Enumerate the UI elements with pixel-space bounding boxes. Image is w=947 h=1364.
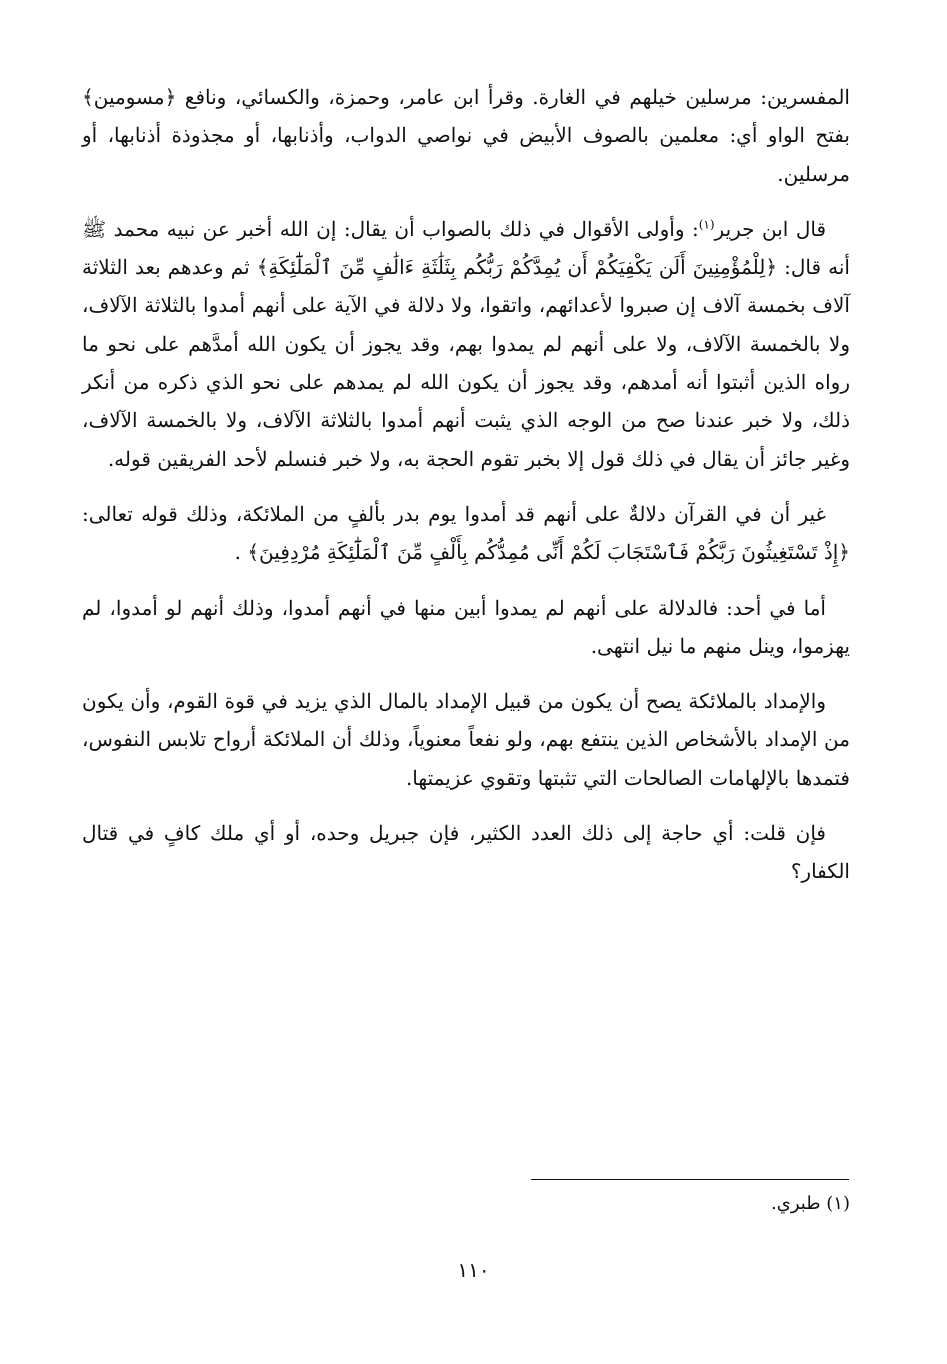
- page-number: ١١٠: [457, 1258, 490, 1282]
- paragraph-3: غير أن في القرآن دلالةٌ على أنهم قد أمدوا يوم بدر بألفٍ من الملائكة، وذلك قوله تعالى: ﴿إِذْ تَسْتَغِيثُونَ رَبَّكُمْ فَٱسْتَجَابَ لَكُمْ أَنِّى مُمِدُّكُم بِأَلْفٍ مِّنَ ٱلْمَلَٰٓئِكَةِ مُرْدِفِينَ﴾ .: [82, 501, 850, 565]
- paragraph-6: فإن قلت: أي حاجة إلى ذلك العدد الكثير، فإن جبريل وحده، أو أي ملك كافٍ في قتال الكفار؟: [82, 821, 850, 884]
- paragraph-2-body: : وأولى الأقوال في ذلك بالصواب أن يقال: إن الله أخبر عن نبيه محمد ﷺ أنه قال: ﴿لِلْمُؤْمِنِينَ أَلَن يَكْفِيَكُمْ أَن يُمِدَّكُمْ رَبُّكُم بِثَلَٰثَةِ ءَالَٰفٍ مِّنَ ٱلْمَلَٰٓئِكَةِ﴾ ثم وعدهم بعد الثلاثة آلاف بخمسة آلاف إن صبروا لأعدائهم، واتقوا، ولا دلالة في الآية على أنهم أمدوا بالثلاثة الآلاف، ولا بالخمسة الآلاف، ولا على أنهم لم يمدوا بهم، وقد يجوز أن يكون الله أمدَّهم على نحو ما رواه الذين أثبتوا أنه أمدهم، وقد يجوز أن يكون الله لم يمدهم على نحو الذي ذكره من أنكر ذلك، ولا خبر عندنا صح من الوجه الذي يثبت أنهم أمدوا بالثلاثة الآلاف، ولا بالخمسة الآلاف، وغير جائز أن يقال في ذلك قول إلا بخبر تقوم الحجة به، ولا خبر فنسلم لأحد الفريقين قوله.: [82, 216, 850, 471]
- main-text: [82, 78, 850, 891]
- paragraph-1: المفسرين: مرسلين خيلهم في الغارة. وقرأ ابن عامر، وحمزة، والكسائي، ونافع ﴿مسومين﴾ بفتح الواو أي: معلمين بالصوف الأبيض في نواصي الدواب، وأذنابها، أو مجذوذة أذنابها، أو مرسلين.: [82, 85, 850, 186]
- paragraph-2: [82, 210, 850, 478]
- footnote-marker: (١): [698, 217, 715, 232]
- paragraph-2-lead: قال ابن جرير: [714, 216, 827, 241]
- footnote-divider: [531, 1179, 849, 1180]
- paragraph-4: أما في أحد: فالدلالة على أنهم لم يمدوا أبين منها في أنهم أمدوا، وذلك أنهم لو أمدوا، لم يهزموا، وينل منهم ما نيل انتهى.: [82, 595, 850, 658]
- footnote: (١) طبري.: [771, 1193, 850, 1214]
- paragraph-5: والإمداد بالملائكة يصح أن يكون من قبيل الإمداد بالمال الذي يزيد في قوة القوم، وأن يكون من الإمداد بالأشخاص الذين ينتفع بهم، ولو نفعاً معنوياً، وذلك أن الملائكة أرواح تلابس النفوس، فتمدها بالإلهامات الصالحات التي تثبتها وتقوي عزيمتها.: [82, 689, 850, 790]
